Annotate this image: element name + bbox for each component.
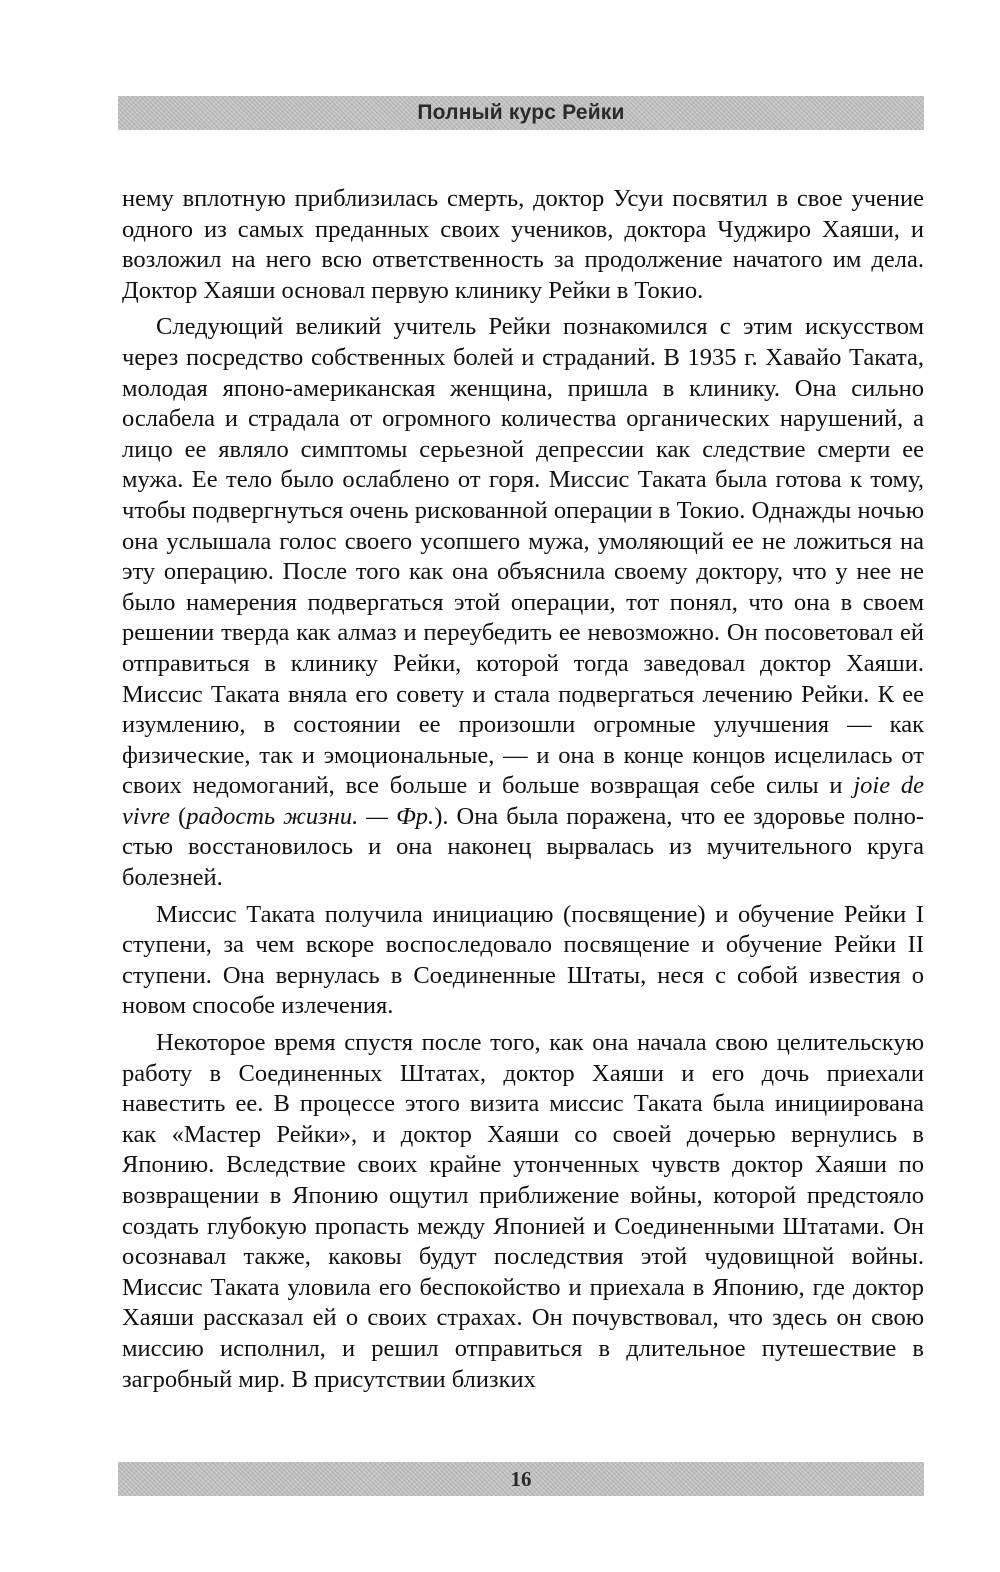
italic-translation: радость жизни. — Фр. [186,802,435,830]
running-footer [118,1462,924,1496]
running-header [118,96,924,130]
paragraph-3: Миссис Таката получила инициацию (посвящение) и обучение Рейки I ступени, за чем вскоре воспоследовало посвящение и обучение Рейки II ступени. Она вернулась в Соединенные Штаты, неся с собой известия о новом способе излечения. [122,900,924,1020]
paragraph-2-text-end: ). Она была поражена, что ее здоровье полностью восстановилось и она наконец вырвалась из мучительного круга болезней. [122,802,924,892]
italic-phrase: joie de vivre [122,772,924,830]
page-number: 16 [510,1466,532,1491]
paren-open: ( [170,802,187,830]
paragraph-2-text-start: Следующий великий учитель Рейки познакомился с этим искусством через посредство собственных болей и страданий. В 1935 г. Хавайо Таката, молодая японо-американская женщина, пришла в клинику. Она сильно ослабела и страдала от огромного количества органических нарушений, а лицо ее являло симптомы серьезной депрессии как следствие смерти ее мужа. Ее тело было ослаблено от горя. Миссис Таката была готова к тому, чтобы подвергнуться очень рискованной операции в Токио. Однажды ночью она услышала голос своего усопшего мужа, умоляющий ее не ложиться на эту операцию. После того как она объяснила своему доктору, что у нее не было намерения подвергаться этой операции, тот понял, что она в своем решении тверда как алмаз и переубедить ее невозможно. Он посоветовал ей отправиться в клинику Рейки, которой тогда заведовал доктор Хаяши. Миссис Таката вняла его совету и стала подвергаться лечению Рейки. К ее изумлению, в состоянии ее произошли огромные улучшения — как физические, так и эмоциональные, — и она в конце концов исцелилась от своих недомоганий, все больше и больше возвращая себе силы и [122,313,924,800]
running-header-title: Полный курс Рейки [417,101,625,124]
paragraph-1: нему вплотную приблизилась смерть, доктор Усуи посвятил в свое учение одного из самых преданных своих учеников, доктора Чуджиро Хаяши, и возложил на него всю ответственность за продолжение начатого им дела. Доктор Хаяши основал первую клинику Рейки в Токио. [122,185,924,304]
paragraph-2 [122,312,924,893]
body-text [122,184,924,1401]
paragraph-4: Некоторое время спустя после того, как она начала свою целительскую работу в Соединенных Штатах, доктор Хаяши и его дочь приехали навестить ее. В процессе этого визита миссис Таката была инициирована как «Мастер Рейки», и доктор Хаяши со своей дочерью вернулись в Японию. Вследствие своих крайне утонченных чувств доктор Хаяши по возвращении в Японию ощутил приближение войны, которой предстояло создать глубокую пропасть между Японией и Соединенными Штатами. Он осознавал также, каковы будут последствия этой чудовищной войны. Миссис Таката уловила его беспокойство и приехала в Японию, где доктор Хаяши рассказал ей о своих страхах. Он почувствовал, что здесь он свою миссию исполнил, и решил отправиться в длительное путешествие в загробный мир. В присутствии близких [122,1029,924,1393]
